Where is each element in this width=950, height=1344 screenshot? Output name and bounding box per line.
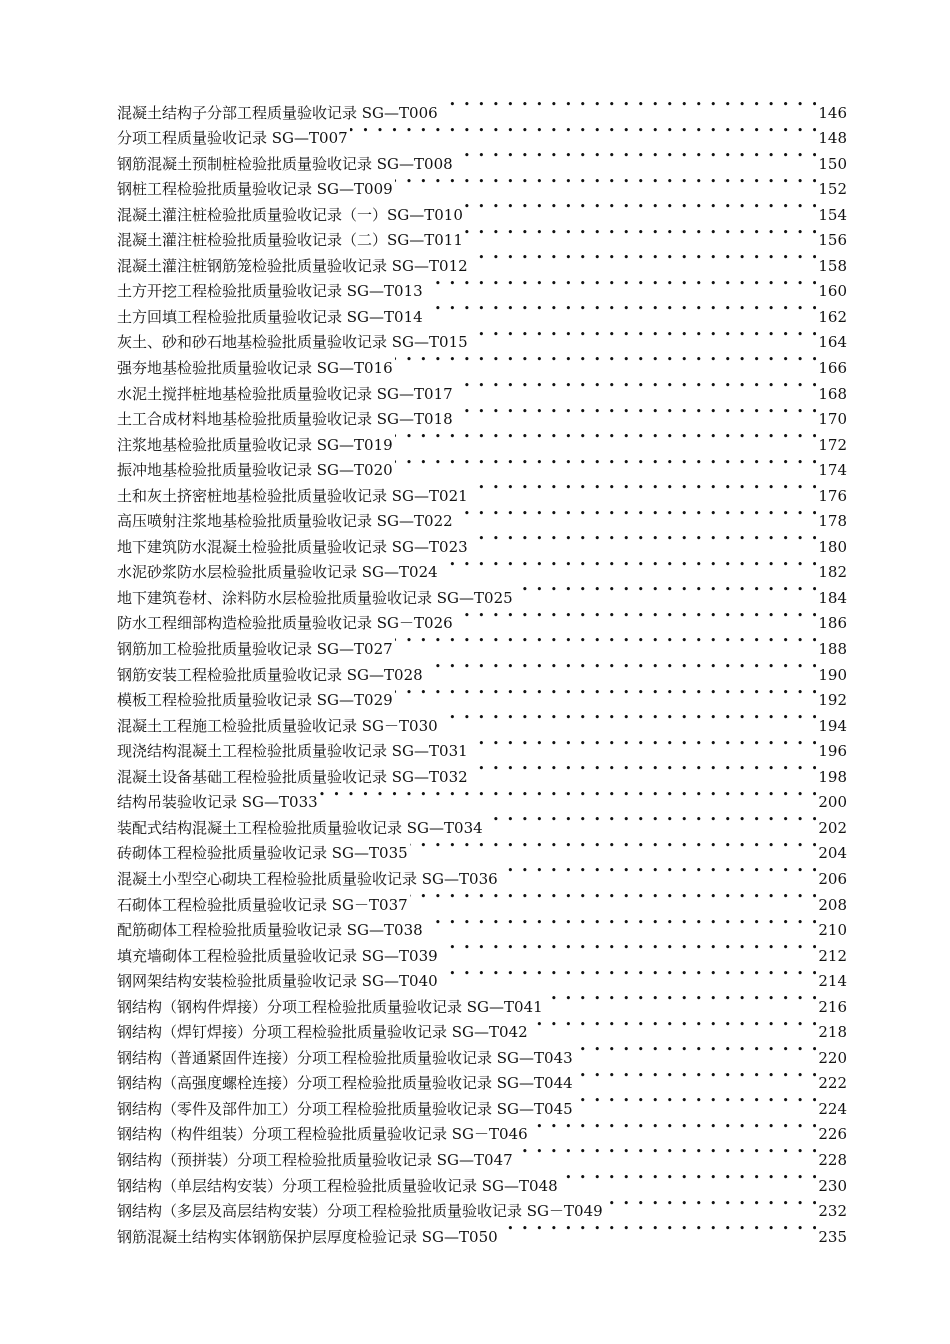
toc-entry-title: 配筋砌体工程检验批质量验收记录 SG—T038 xyxy=(117,921,423,940)
toc-entry-page-number: 198 xyxy=(818,767,847,786)
toc-entry-page-number: 188 xyxy=(818,640,847,659)
dot-leader xyxy=(530,1012,817,1038)
toc-entry-page-number: 222 xyxy=(818,1074,847,1093)
dot-leader xyxy=(395,424,817,450)
dot-leader xyxy=(485,807,817,833)
dot-leader xyxy=(470,475,817,501)
toc-entry-title: 防水工程细部构造检验批质量验收记录 SG－T026 xyxy=(117,614,453,633)
toc-entry-page-number: 186 xyxy=(818,614,847,633)
toc-entry-page-number: 182 xyxy=(818,563,847,582)
dot-leader xyxy=(410,884,817,910)
toc-entry-page-number: 214 xyxy=(818,972,847,991)
toc-entry-title: 注浆地基检验批质量验收记录 SG—T019 xyxy=(117,435,393,454)
toc-entry-page-number: 230 xyxy=(818,1176,847,1195)
toc-entry-page-number: 204 xyxy=(818,844,847,863)
toc-entry-title: 钢筋混凝土预制桩检验批质量验收记录 SG—T008 xyxy=(117,154,453,173)
toc-entry-title: 模板工程检验批质量验收记录 SG—T029 xyxy=(117,691,393,710)
toc-entry-page-number: 164 xyxy=(818,333,847,352)
dot-leader xyxy=(395,450,817,476)
toc-entry-title: 地下建筑防水混凝土检验批质量验收记录 SG—T023 xyxy=(117,537,468,556)
toc-entry-page-number: 158 xyxy=(818,256,847,275)
dot-leader xyxy=(470,245,817,271)
dot-leader xyxy=(395,680,817,706)
dot-leader xyxy=(575,1088,817,1114)
toc-entry-title: 砖砌体工程检验批质量验收记录 SG—T035 xyxy=(117,844,408,863)
dot-leader xyxy=(395,347,817,373)
dot-leader xyxy=(425,271,817,297)
toc-entry-title: 混凝土结构子分部工程质量验收记录 SG—T006 xyxy=(117,103,438,122)
dot-leader xyxy=(425,654,817,680)
toc-entry-page-number: 208 xyxy=(818,895,847,914)
toc-entry-title: 混凝土灌注桩检验批质量验收记录（二）SG—T011 xyxy=(117,231,463,250)
dot-leader xyxy=(395,628,817,654)
table-of-contents xyxy=(117,92,847,1246)
toc-entry-page-number: 160 xyxy=(818,282,847,301)
dot-leader xyxy=(410,833,817,859)
dot-leader xyxy=(530,1114,817,1140)
toc-entry-page-number: 224 xyxy=(818,1099,847,1118)
toc-entry-page-number: 170 xyxy=(818,410,847,429)
toc-entry-title: 钢结构（钢构件焊接）分项工程检验批质量验收记录 SG—T041 xyxy=(117,997,543,1016)
toc-entry-title: 钢结构（构件组装）分项工程检验批质量验收记录 SG－T046 xyxy=(117,1125,528,1144)
toc-entry-title: 钢筋混凝土结构实体钢筋保护层厚度检验记录 SG—T050 xyxy=(117,1227,498,1246)
toc-entry-page-number: 178 xyxy=(818,512,847,531)
toc-entry-page-number: 218 xyxy=(818,1023,847,1042)
toc-entry-title: 结构吊装验收记录 SG—T033 xyxy=(117,793,318,812)
toc-entry-page-number: 152 xyxy=(818,180,847,199)
toc-entry-title: 石砌体工程检验批质量验收记录 SG－T037 xyxy=(117,895,408,914)
dot-leader xyxy=(455,373,817,399)
toc-entry-page-number: 216 xyxy=(818,997,847,1016)
toc-entry-title: 混凝土小型空心砌块工程检验批质量验收记录 SG—T036 xyxy=(117,869,498,888)
toc-entry-title: 钢结构（高强度螺栓连接）分项工程检验批质量验收记录 SG—T044 xyxy=(117,1074,573,1093)
dot-leader xyxy=(350,118,817,144)
dot-leader xyxy=(545,986,817,1012)
toc-entry-page-number: 192 xyxy=(818,691,847,710)
toc-entry-page-number: 196 xyxy=(818,742,847,761)
toc-entry-page-number: 210 xyxy=(818,921,847,940)
toc-entry-title: 混凝土灌注桩钢筋笼检验批质量验收记录 SG—T012 xyxy=(117,256,468,275)
dot-leader xyxy=(455,399,817,425)
toc-entry-title: 混凝土灌注桩检验批质量验收记录（一）SG—T010 xyxy=(117,205,463,224)
dot-leader xyxy=(455,143,817,169)
toc-entry-title: 钢筋安装工程检验批质量验收记录 SG—T028 xyxy=(117,665,423,684)
toc-entry-page-number: 202 xyxy=(818,818,847,837)
dot-leader xyxy=(515,1139,817,1165)
toc-entry-title: 钢结构（普通紧固件连接）分项工程检验批质量验收记录 SG—T043 xyxy=(117,1048,573,1067)
dot-leader xyxy=(470,322,817,348)
toc-entry-title: 填充墙砌体工程检验批质量验收记录 SG—T039 xyxy=(117,946,438,965)
toc-entry-title: 土工合成材料地基检验批质量验收记录 SG—T018 xyxy=(117,410,453,429)
dot-leader xyxy=(440,935,817,961)
toc-entry-title: 水泥砂浆防水层检验批质量验收记录 SG—T024 xyxy=(117,563,438,582)
dot-leader xyxy=(515,577,817,603)
toc-entry-title: 钢网架结构安装检验批质量验收记录 SG—T040 xyxy=(117,972,438,991)
toc-entry-page-number: 228 xyxy=(818,1150,847,1169)
toc-entry-page-number: 156 xyxy=(818,231,847,250)
toc-entry-title: 钢筋加工检验批质量验收记录 SG—T027 xyxy=(117,640,393,659)
toc-entry-page-number: 200 xyxy=(818,793,847,812)
toc-entry-page-number: 176 xyxy=(818,486,847,505)
dot-leader xyxy=(440,961,817,987)
toc-entry-title: 高压喷射注浆地基检验批质量验收记录 SG—T022 xyxy=(117,512,453,531)
toc-entry-page-number: 168 xyxy=(818,384,847,403)
toc-entry-page-number: 226 xyxy=(818,1125,847,1144)
dot-leader xyxy=(455,603,817,629)
toc-entry-title: 地下建筑卷材、涂料防水层检验批质量验收记录 SG—T025 xyxy=(117,588,513,607)
dot-leader xyxy=(575,1063,817,1089)
dot-leader xyxy=(470,731,817,757)
toc-entry-page-number: 150 xyxy=(818,154,847,173)
dot-leader xyxy=(440,705,817,731)
toc-entry-title: 振冲地基检验批质量验收记录 SG—T020 xyxy=(117,461,393,480)
dot-leader xyxy=(395,169,817,195)
toc-entry-page-number: 212 xyxy=(818,946,847,965)
dot-leader xyxy=(465,220,816,246)
toc-entry-title: 土方开挖工程检验批质量验收记录 SG—T013 xyxy=(117,282,423,301)
toc-entry-title: 水泥土搅拌桩地基检验批质量验收记录 SG—T017 xyxy=(117,384,453,403)
toc-entry-title: 钢结构（预拼装）分项工程检验批质量验收记录 SG—T047 xyxy=(117,1150,513,1169)
dot-leader xyxy=(440,552,817,578)
toc-entry-title: 分项工程质量验收记录 SG—T007 xyxy=(117,129,348,148)
dot-leader xyxy=(605,1191,817,1217)
toc-entry-page-number: 180 xyxy=(818,537,847,556)
toc-entry-title: 钢结构（多层及高层结构安装）分项工程检验批质量验收记录 SG－T049 xyxy=(117,1202,603,1221)
dot-leader xyxy=(455,501,817,527)
dot-leader xyxy=(500,1216,817,1242)
toc-entry-title: 钢结构（单层结构安装）分项工程检验批质量验收记录 SG—T048 xyxy=(117,1176,558,1195)
toc-entry-page-number: 154 xyxy=(818,205,847,224)
dot-leader xyxy=(560,1165,817,1191)
toc-entry-page-number: 184 xyxy=(818,588,847,607)
toc-entry-title: 强夯地基检验批质量验收记录 SG—T016 xyxy=(117,359,393,378)
toc-entry-title: 装配式结构混凝土工程检验批质量验收记录 SG—T034 xyxy=(117,818,483,837)
dot-leader xyxy=(500,858,817,884)
dot-leader xyxy=(320,782,817,808)
toc-entry-page-number: 235 xyxy=(818,1227,847,1246)
toc-entry[interactable] xyxy=(117,92,847,122)
toc-entry-page-number: 162 xyxy=(818,307,847,326)
dot-leader xyxy=(465,194,816,220)
toc-entry-title: 混凝土工程施工检验批质量验收记录 SG－T030 xyxy=(117,716,438,735)
dot-leader xyxy=(470,526,817,552)
toc-entry-page-number: 166 xyxy=(818,359,847,378)
dot-leader xyxy=(470,756,817,782)
toc-entry-title: 混凝土设备基础工程检验批质量验收记录 SG—T032 xyxy=(117,767,468,786)
toc-entry-page-number: 146 xyxy=(818,103,847,122)
toc-entry-page-number: 232 xyxy=(818,1202,847,1221)
toc-entry-title: 钢结构（焊钉焊接）分项工程检验批质量验收记录 SG—T042 xyxy=(117,1023,528,1042)
toc-entry-page-number: 206 xyxy=(818,869,847,888)
dot-leader xyxy=(425,296,817,322)
toc-entry-page-number: 190 xyxy=(818,665,847,684)
toc-entry-title: 钢桩工程检验批质量验收记录 SG—T009 xyxy=(117,180,393,199)
dot-leader xyxy=(425,910,817,936)
dot-leader xyxy=(440,92,817,118)
toc-entry-title: 土和灰土挤密桩地基检验批质量验收记录 SG—T021 xyxy=(117,486,468,505)
toc-entry-title: 灰土、砂和砂石地基检验批质量验收记录 SG—T015 xyxy=(117,333,468,352)
toc-entry-title: 钢结构（零件及部件加工）分项工程检验批质量验收记录 SG—T045 xyxy=(117,1099,573,1118)
toc-entry-title: 土方回填工程检验批质量验收记录 SG—T014 xyxy=(117,307,423,326)
toc-entry-page-number: 174 xyxy=(818,461,847,480)
toc-entry-page-number: 172 xyxy=(818,435,847,454)
toc-entry-page-number: 194 xyxy=(818,716,847,735)
toc-entry-page-number: 220 xyxy=(818,1048,847,1067)
dot-leader xyxy=(575,1037,817,1063)
toc-entry-title: 现浇结构混凝土工程检验批质量验收记录 SG—T031 xyxy=(117,742,468,761)
toc-entry-page-number: 148 xyxy=(818,129,847,148)
